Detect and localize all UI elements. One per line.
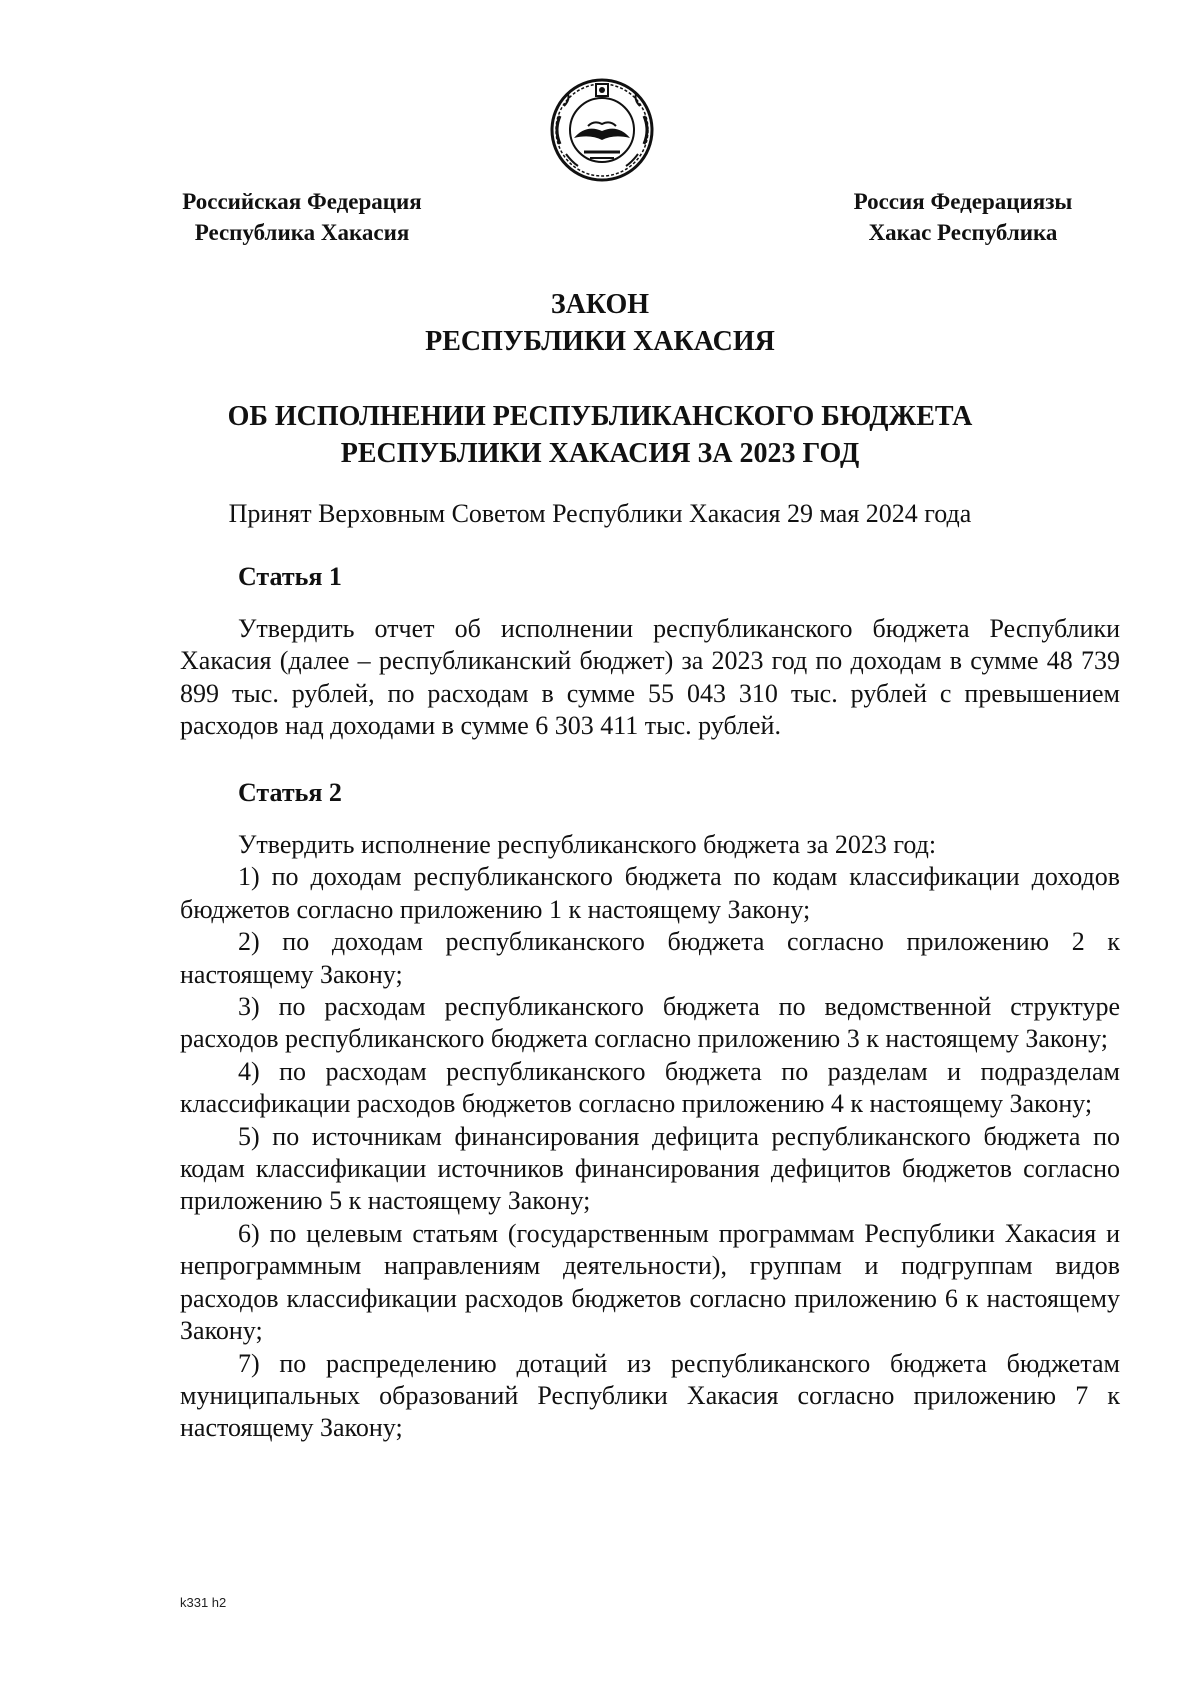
article-1-paragraph: Утвердить отчет об исполнении республиканского бюджета Республики Хакасия (далее – республиканский бюджет) за 2023 год по доходам в сумме 48 739 899 тыс. рублей, по расходам в сумме 55 043 310 тыс. рублей с превышением расходов над доходами в сумме 6 303 411 тыс. рублей. [180,614,1120,741]
article-2-intro: Утвердить исполнение республиканского бюджета за 2023 год: [238,830,937,859]
article-2-item-1: 1) по доходам республиканского бюджета по кодам классификации доходов бюджетов согласно приложению 1 к настоящему Закону; [180,862,1120,924]
header-right-line2: Хакас Республика [868,220,1058,245]
footer-document-code: k331 h2 [180,1595,227,1610]
law-title-line1: ЗАКОН [550,289,650,320]
coat-of-arms-emblem [548,76,656,184]
article-2-item-7: 7) по распределению дотаций из республиканского бюджета бюджетам муниципальных образований Республики Хакасия согласно приложению 7 к настоящему Закону; [180,1348,1120,1443]
article-2-item-4: 4) по расходам республиканского бюджета по разделам и подразделам классификации расходов бюджетов согласно приложению 4 к настоящему Закону; [180,1056,1120,1119]
header-left-line2: Республика Хакасия [194,220,410,245]
adoption-statement: Принят Верховным Советом Республики Хакасия 29 мая 2024 года [228,499,972,528]
law-subject-line2: РЕСПУБЛИКИ ХАКАСИЯ ЗА 2023 ГОД [340,438,860,469]
law-subject-line1: ОБ ИСПОЛНЕНИИ РЕСПУБЛИКАНСКОГО БЮДЖЕТА [227,401,973,432]
article-1-body [180,613,1120,743]
law-title [180,286,1020,360]
article-2-item-2: 2) по доходам республиканского бюджета согласно приложению 2 к настоящему Закону; [180,927,1120,989]
article-2-item-6: 6) по целевым статьям (государственным программам Республики Хакасия и непрограммным направлениям деятельности), группам и подгруппам видов расходов классификации расходов бюджетов согласно приложению 6 к настоящему Закону; [180,1218,1120,1346]
article-2-body [180,829,1120,1445]
header-right-line1: Россия Федерациязы [853,189,1073,214]
article-2-item-5: 5) по источникам финансирования дефицита республиканского бюджета по кодам классификации источников финансирования дефицитов бюджетов согласно приложению 5 к настоящему Закону; [180,1121,1120,1216]
article-2-heading: Статья 2 [238,778,342,807]
header-left-russian [162,186,442,248]
law-title-line2: РЕСПУБЛИКИ ХАКАСИЯ [425,326,775,357]
header-left-line1: Российская Федерация [182,189,422,214]
header-right-khakas [828,186,1098,248]
law-subject [180,398,1020,472]
article-1-heading: Статья 1 [238,562,342,591]
article-2-item-3: 3) по расходам республиканского бюджета по ведомственной структуре расходов республиканского бюджета согласно приложению 3 к настоящему Закону; [180,992,1120,1054]
